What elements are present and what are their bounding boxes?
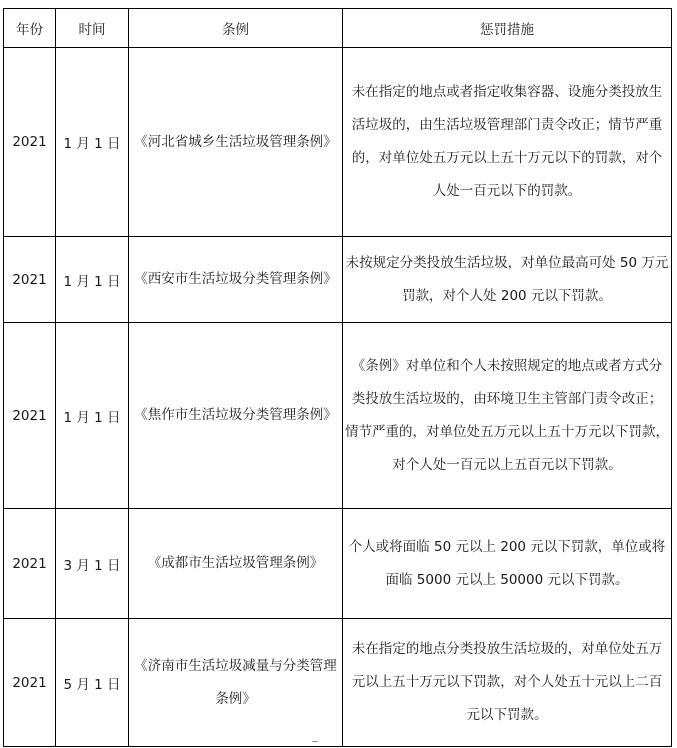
penalty-line: 对个人处一百元以上五百元以下罚款。 (392, 456, 622, 473)
penalty-line: 个人或将面临 50 元以上 200 元以下罚款，单位或将 (348, 538, 666, 555)
penalty-line: 面临 5000 元以上 50000 元以下罚款。 (385, 571, 629, 588)
penalty-line: 活垃圾的，由生活垃圾管理部门责令改正；情节严重 (351, 117, 663, 133)
table-row (4, 619, 672, 747)
cell-year: 2021 (4, 619, 56, 747)
penalty-line: 元以下罚款。 (466, 707, 548, 723)
cell-year: 2021 (4, 509, 56, 619)
garbage-regulations-table (3, 8, 672, 747)
header-law: 条例 (129, 9, 343, 48)
table-row (4, 237, 672, 323)
cell-law: 《济南市生活垃圾减量与分类管理条例》 (129, 619, 343, 747)
cell-law: 《焦作市生活垃圾分类管理条例》 (129, 323, 343, 509)
header-year: 年份 (4, 9, 56, 48)
header-penalty: 惩罚措施 (343, 9, 672, 48)
table-row (4, 509, 672, 619)
cell-law: 《西安市生活垃圾分类管理条例》 (129, 237, 343, 323)
header-date: 时间 (56, 9, 129, 48)
cell-penalty (343, 323, 672, 509)
cell-date: 1 月 1 日 (56, 323, 129, 509)
cell-penalty (343, 619, 672, 747)
cell-date: 1 月 1 日 (56, 48, 129, 237)
cell-penalty (343, 237, 672, 323)
cell-year: 2021 (4, 237, 56, 323)
penalty-line: 未在指定的地点分类投放生活垃圾的，对单位处五万 (351, 641, 663, 657)
cell-date: 3 月 1 日 (56, 509, 129, 619)
cell-law: 《河北省城乡生活垃圾管理条例》 (129, 48, 343, 237)
penalty-line: 的，对单位处五万元以上五十万元以下的罚款，对个 (351, 150, 663, 166)
cell-date: 5 月 1 日 (56, 619, 129, 747)
penalty-line: 类投放生活垃圾的，由环境卫生主管部门责令改正； (351, 390, 663, 407)
penalty-line: 未按规定分类投放生活垃圾，对单位最高可处 50 万元 (345, 254, 669, 271)
cell-date: 1 月 1 日 (56, 237, 129, 323)
table-header-row (4, 9, 672, 48)
penalty-line: 情节严重的，对单位处五万元以上五十万元以下罚款， (345, 423, 669, 440)
cell-penalty (343, 48, 672, 237)
cell-law: 《成都市生活垃圾管理条例》 (129, 509, 343, 619)
table-row (4, 48, 672, 237)
penalty-line: 元以上五十万元以下罚款，对个人处五十元以上二百 (351, 674, 663, 690)
cell-year: 2021 (4, 323, 56, 509)
table-row (4, 323, 672, 509)
penalty-line: 未在指定的地点或者指定收集容器、设施分类投放生 (351, 84, 663, 100)
cell-year: 2021 (4, 48, 56, 237)
page-divider-mark (312, 741, 318, 742)
penalty-line: 《条例》对单位和个人未按照规定的地点或者方式分 (351, 357, 663, 374)
cell-penalty (343, 509, 672, 619)
penalty-line: 罚款，对个人处 200 元以下罚款。 (402, 287, 612, 304)
penalty-line: 人处一百元以下的罚款。 (432, 183, 582, 199)
